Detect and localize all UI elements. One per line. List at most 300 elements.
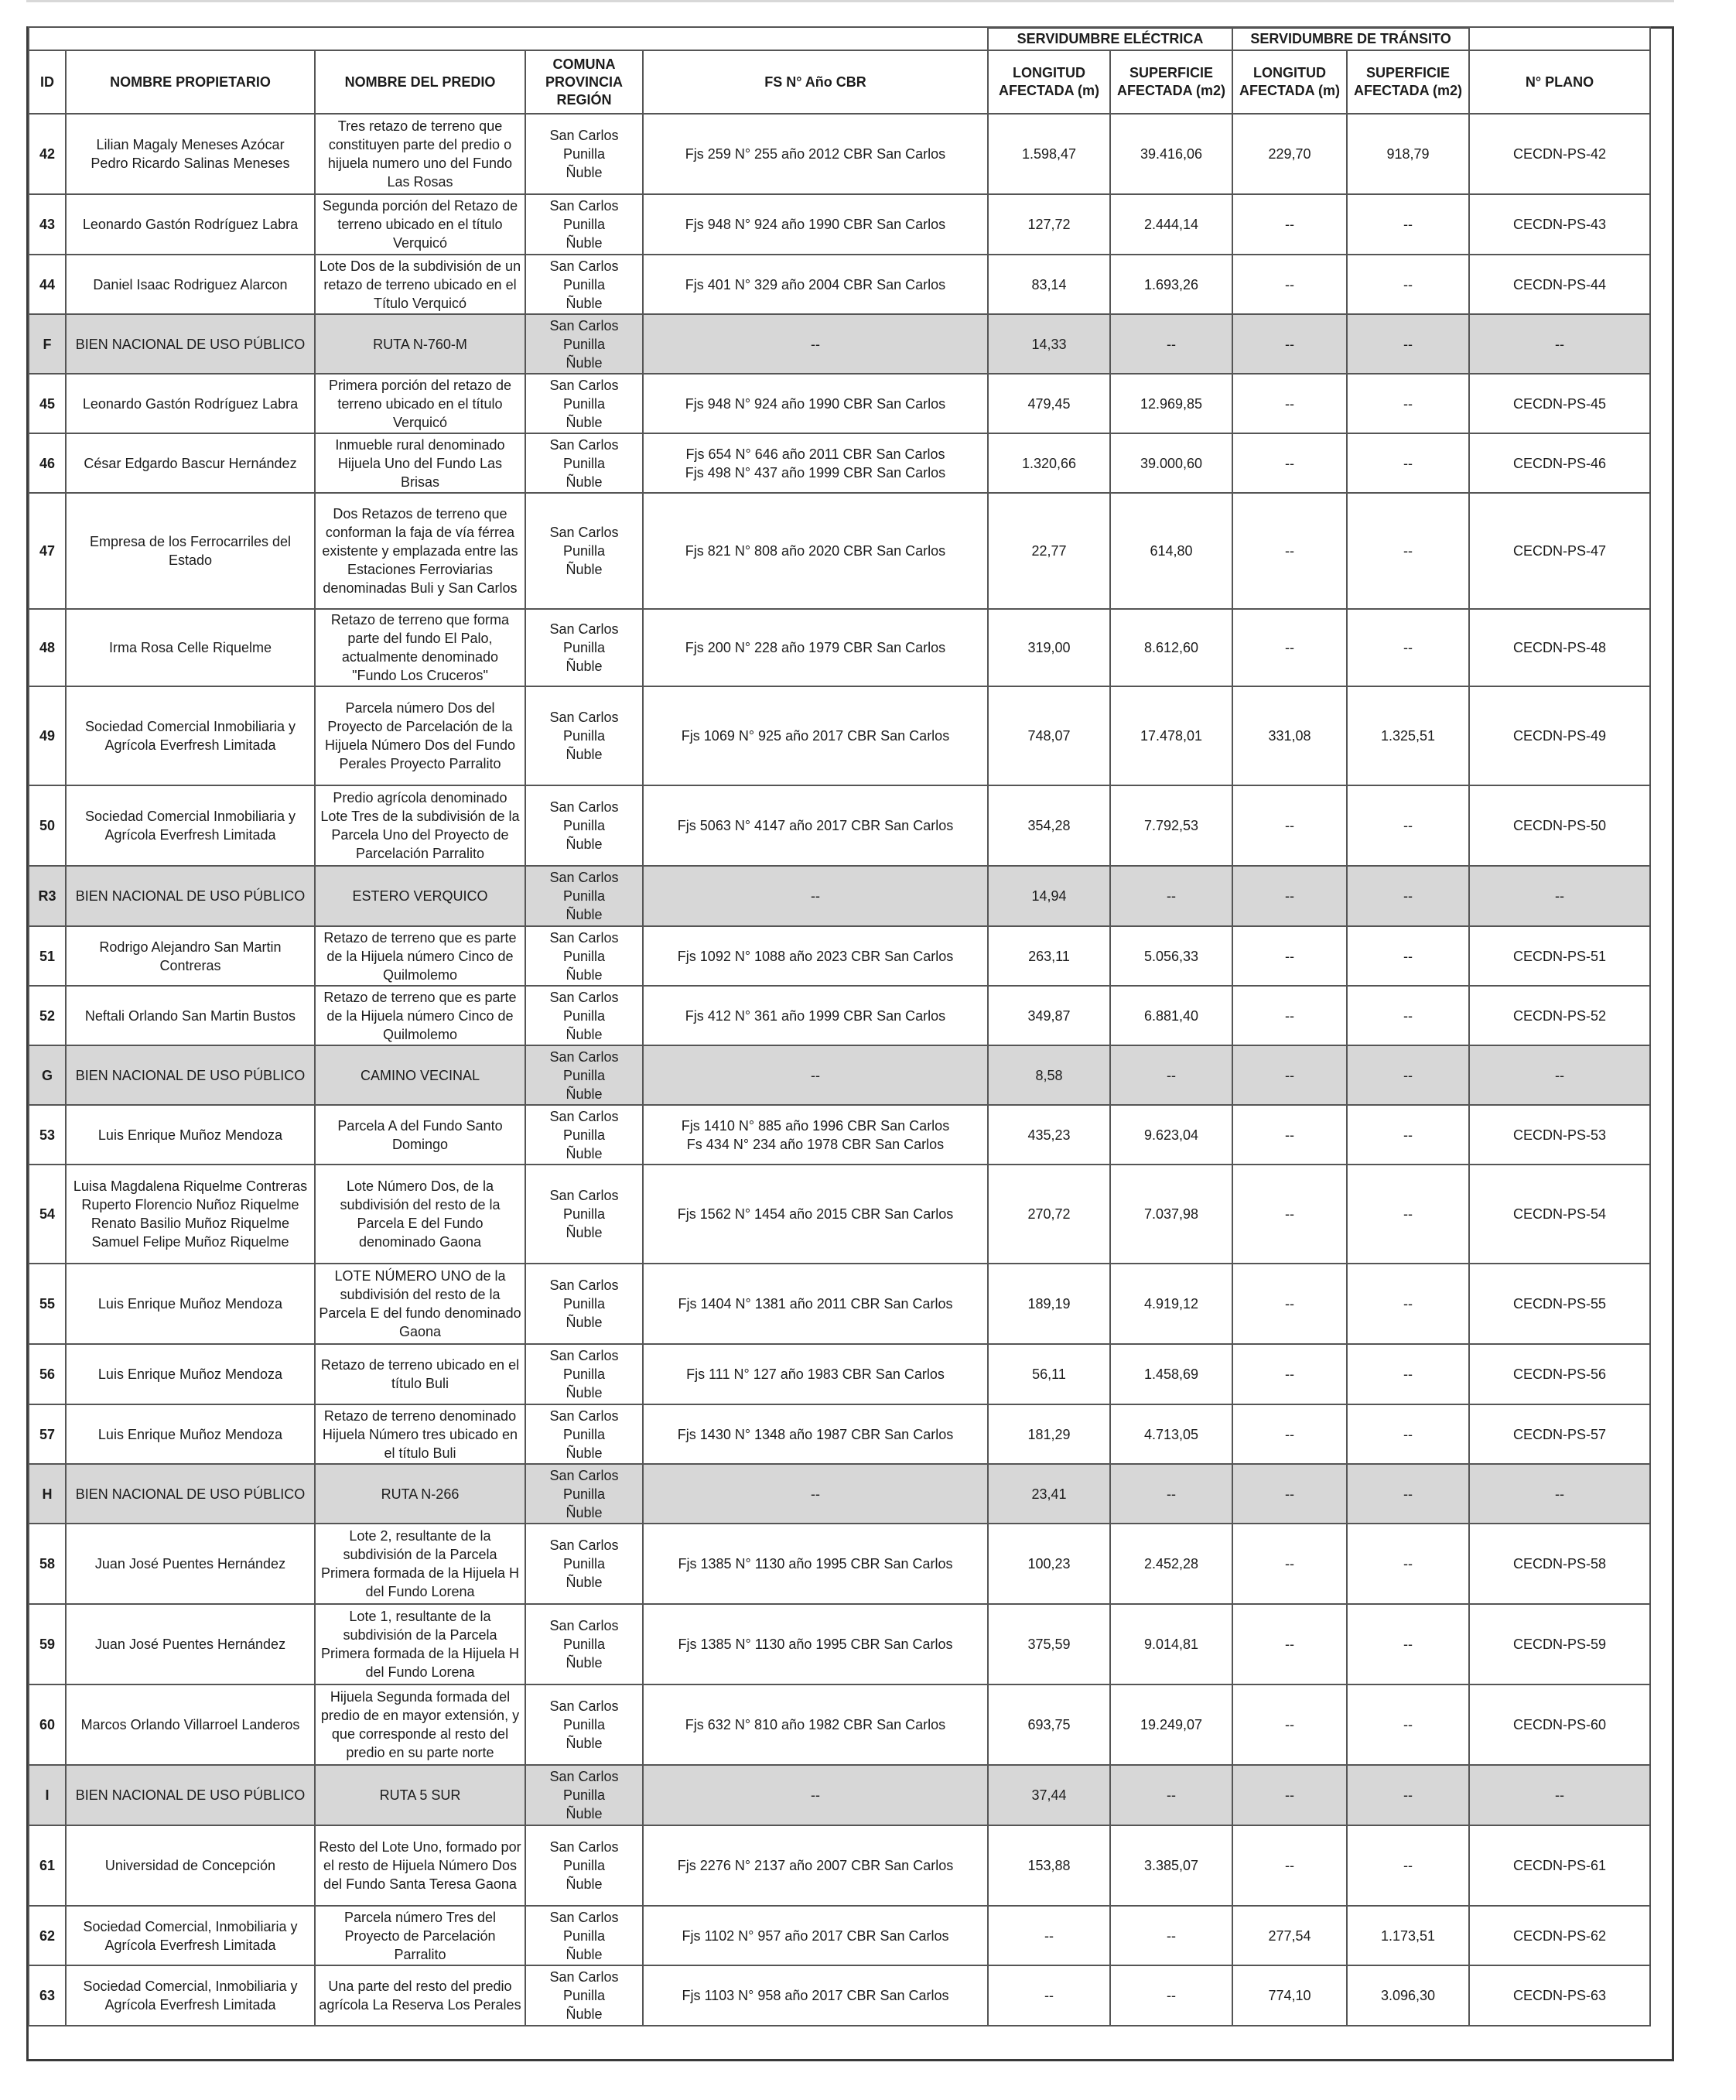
cell-transito-superficie: -- (1347, 255, 1469, 314)
cell-id: 63 (29, 1965, 66, 2026)
cell-comuna: San Carlos Punilla Ñuble (525, 1524, 643, 1604)
cell-transito-longitud: -- (1232, 493, 1347, 609)
cell-plano: CECDN-PS-49 (1469, 686, 1650, 785)
cell-electrica-superficie: -- (1110, 314, 1232, 374)
cell-plano: -- (1469, 1765, 1650, 1825)
cell-comuna: San Carlos Punilla Ñuble (525, 1604, 643, 1684)
cell-plano: -- (1469, 866, 1650, 926)
cell-fs: Fjs 5063 N° 4147 año 2017 CBR San Carlos (643, 785, 988, 866)
cell-predio: Inmueble rural denominado Hijuela Uno del Fundo Las Brisas (315, 433, 525, 493)
cell-propietario: BIEN NACIONAL DE USO PÚBLICO (66, 1765, 315, 1825)
cell-id: H (29, 1464, 66, 1524)
cell-transito-longitud: -- (1232, 926, 1347, 986)
cell-fs: -- (643, 314, 988, 374)
col-header-electrica-superficie: SUPERFICIE AFECTADA (m2) (1110, 50, 1232, 114)
cell-electrica-superficie: 8.612,60 (1110, 609, 1232, 686)
cell-transito-superficie: -- (1347, 1825, 1469, 1906)
page-top-rule (26, 0, 1674, 2)
cell-predio: Lote Número Dos, de la subdivisión del resto de la Parcela E del Fundo denominado Gaona (315, 1165, 525, 1264)
cell-fs: Fjs 1103 N° 958 año 2017 CBR San Carlos (643, 1965, 988, 2026)
cell-plano: CECDN-PS-59 (1469, 1604, 1650, 1684)
cell-id: F (29, 314, 66, 374)
cell-transito-superficie: 3.096,30 (1347, 1965, 1469, 2026)
cell-comuna: San Carlos Punilla Ñuble (525, 114, 643, 194)
cell-electrica-superficie: 17.478,01 (1110, 686, 1232, 785)
cell-fs: Fjs 1092 N° 1088 año 2023 CBR San Carlos (643, 926, 988, 986)
cell-propietario: Irma Rosa Celle Riquelme (66, 609, 315, 686)
cell-electrica-longitud: 354,28 (988, 785, 1110, 866)
table-row (29, 374, 1650, 433)
cell-plano: -- (1469, 1464, 1650, 1524)
table-row-bien-nacional (29, 314, 1650, 374)
cell-transito-longitud: -- (1232, 609, 1347, 686)
cell-transito-longitud: -- (1232, 433, 1347, 493)
cell-transito-superficie: -- (1347, 926, 1469, 986)
cell-predio: Retazo de terreno que es parte de la Hijuela número Cinco de Quilmolemo (315, 986, 525, 1045)
cell-comuna: San Carlos Punilla Ñuble (525, 374, 643, 433)
cell-electrica-superficie: -- (1110, 1765, 1232, 1825)
cell-predio: RUTA 5 SUR (315, 1765, 525, 1825)
cell-fs: Fjs 401 N° 329 año 2004 CBR San Carlos (643, 255, 988, 314)
table-row-bien-nacional (29, 1765, 1650, 1825)
cell-transito-superficie: -- (1347, 314, 1469, 374)
cell-fs: -- (643, 1464, 988, 1524)
table-row (29, 1105, 1650, 1165)
cell-transito-longitud: -- (1232, 1464, 1347, 1524)
cell-plano: CECDN-PS-55 (1469, 1264, 1650, 1344)
cell-propietario: Neftali Orlando San Martin Bustos (66, 986, 315, 1045)
group-header-electrica: SERVIDUMBRE ELÉCTRICA (988, 27, 1232, 50)
cell-electrica-longitud: 14,33 (988, 314, 1110, 374)
col-header-transito-longitud: LONGITUD AFECTADA (m) (1232, 50, 1347, 114)
cell-id: 52 (29, 986, 66, 1045)
table-row (29, 255, 1650, 314)
cell-comuna: San Carlos Punilla Ñuble (525, 926, 643, 986)
cell-electrica-superficie: 7.792,53 (1110, 785, 1232, 866)
cell-plano: CECDN-PS-56 (1469, 1344, 1650, 1404)
cell-transito-longitud: -- (1232, 866, 1347, 926)
cell-comuna: San Carlos Punilla Ñuble (525, 785, 643, 866)
cell-comuna: San Carlos Punilla Ñuble (525, 1105, 643, 1165)
cell-transito-superficie: 1.325,51 (1347, 686, 1469, 785)
cell-id: 53 (29, 1105, 66, 1165)
cell-electrica-superficie: 7.037,98 (1110, 1165, 1232, 1264)
cell-electrica-longitud: 83,14 (988, 255, 1110, 314)
cell-transito-longitud: -- (1232, 785, 1347, 866)
cell-id: 55 (29, 1264, 66, 1344)
table-row-bien-nacional (29, 1464, 1650, 1524)
cell-fs: Fjs 654 N° 646 año 2011 CBR San Carlos Fjs 498 N° 437 año 1999 CBR San Carlos (643, 433, 988, 493)
cell-transito-longitud: -- (1232, 1524, 1347, 1604)
cell-transito-superficie: -- (1347, 1604, 1469, 1684)
col-header-predio: NOMBRE DEL PREDIO (315, 50, 525, 114)
cell-transito-superficie: -- (1347, 785, 1469, 866)
cell-electrica-longitud: 479,45 (988, 374, 1110, 433)
cell-plano: CECDN-PS-63 (1469, 1965, 1650, 2026)
cell-predio: Lote 1, resultante de la subdivisión de la Parcela Primera formada de la Hijuela H del Fundo Lorena (315, 1604, 525, 1684)
table-row (29, 1906, 1650, 1965)
table-row (29, 1825, 1650, 1906)
cell-id: I (29, 1765, 66, 1825)
cell-predio: Parcela número Dos del Proyecto de Parcelación de la Hijuela Número Dos del Fundo Perales Proyecto Parralito (315, 686, 525, 785)
cell-transito-longitud: -- (1232, 1165, 1347, 1264)
cell-electrica-longitud: 181,29 (988, 1404, 1110, 1464)
cell-electrica-longitud: 56,11 (988, 1344, 1110, 1404)
cell-id: 60 (29, 1684, 66, 1765)
cell-electrica-superficie: 2.452,28 (1110, 1524, 1232, 1604)
cell-fs: Fjs 200 N° 228 año 1979 CBR San Carlos (643, 609, 988, 686)
cell-propietario: BIEN NACIONAL DE USO PÚBLICO (66, 1464, 315, 1524)
cell-transito-longitud: -- (1232, 986, 1347, 1045)
cell-fs: Fjs 821 N° 808 año 2020 CBR San Carlos (643, 493, 988, 609)
cell-id: 46 (29, 433, 66, 493)
cell-plano: -- (1469, 314, 1650, 374)
cell-id: G (29, 1045, 66, 1105)
cell-propietario: Daniel Isaac Rodriguez Alarcon (66, 255, 315, 314)
cell-comuna: San Carlos Punilla Ñuble (525, 1344, 643, 1404)
cell-electrica-superficie: 614,80 (1110, 493, 1232, 609)
cell-fs: Fjs 1404 N° 1381 año 2011 CBR San Carlos (643, 1264, 988, 1344)
cell-electrica-superficie: 9.623,04 (1110, 1105, 1232, 1165)
cell-predio: CAMINO VECINAL (315, 1045, 525, 1105)
cell-transito-longitud: -- (1232, 194, 1347, 255)
col-header-id: ID (29, 50, 66, 114)
cell-predio: Primera porción del retazo de terreno ubicado en el título Verquicó (315, 374, 525, 433)
cell-fs: Fjs 1410 N° 885 año 1996 CBR San Carlos Fs 434 N° 234 año 1978 CBR San Carlos (643, 1105, 988, 1165)
cell-electrica-superficie: 1.458,69 (1110, 1344, 1232, 1404)
cell-transito-superficie: -- (1347, 1464, 1469, 1524)
cell-transito-longitud: 774,10 (1232, 1965, 1347, 2026)
cell-transito-longitud: -- (1232, 314, 1347, 374)
cell-propietario: Empresa de los Ferrocarriles del Estado (66, 493, 315, 609)
group-header-row (29, 27, 1650, 50)
cell-id: R3 (29, 866, 66, 926)
cell-id: 59 (29, 1604, 66, 1684)
table-row (29, 926, 1650, 986)
cell-comuna: San Carlos Punilla Ñuble (525, 1404, 643, 1464)
col-header-propietario: NOMBRE PROPIETARIO (66, 50, 315, 114)
table-row (29, 1344, 1650, 1404)
cell-id: 49 (29, 686, 66, 785)
table-row (29, 114, 1650, 194)
cell-transito-superficie: -- (1347, 986, 1469, 1045)
cell-predio: RUTA N-760-M (315, 314, 525, 374)
cell-fs: Fjs 1562 N° 1454 año 2015 CBR San Carlos (643, 1165, 988, 1264)
cell-predio: Dos Retazos de terreno que conforman la faja de vía férrea existente y emplazada entre las Estaciones Ferroviarias denominadas Buli y San Carlos (315, 493, 525, 609)
cell-electrica-superficie: -- (1110, 866, 1232, 926)
cell-predio: Lote Dos de la subdivisión de un retazo de terreno ubicado en el Título Verquicó (315, 255, 525, 314)
cell-comuna: San Carlos Punilla Ñuble (525, 194, 643, 255)
cell-propietario: Sociedad Comercial Inmobiliaria y Agrícola Everfresh Limitada (66, 785, 315, 866)
cell-transito-superficie: -- (1347, 433, 1469, 493)
cell-transito-superficie: -- (1347, 493, 1469, 609)
cell-propietario: Luis Enrique Muñoz Mendoza (66, 1105, 315, 1165)
cell-propietario: Sociedad Comercial Inmobiliaria y Agrícola Everfresh Limitada (66, 686, 315, 785)
cell-electrica-superficie: 19.249,07 (1110, 1684, 1232, 1765)
cell-transito-superficie: -- (1347, 609, 1469, 686)
cell-fs: Fjs 1430 N° 1348 año 1987 CBR San Carlos (643, 1404, 988, 1464)
cell-electrica-superficie: 12.969,85 (1110, 374, 1232, 433)
table-row (29, 986, 1650, 1045)
cell-fs: -- (643, 866, 988, 926)
table-row (29, 433, 1650, 493)
cell-id: 56 (29, 1344, 66, 1404)
cell-transito-longitud: -- (1232, 1264, 1347, 1344)
cell-id: 47 (29, 493, 66, 609)
cell-plano: CECDN-PS-46 (1469, 433, 1650, 493)
cell-propietario: BIEN NACIONAL DE USO PÚBLICO (66, 1045, 315, 1105)
cell-plano: CECDN-PS-62 (1469, 1906, 1650, 1965)
servidumbres-table (28, 26, 1651, 2026)
cell-propietario: BIEN NACIONAL DE USO PÚBLICO (66, 314, 315, 374)
cell-propietario: Marcos Orlando Villarroel Landeros (66, 1684, 315, 1765)
cell-plano: CECDN-PS-52 (1469, 986, 1650, 1045)
cell-comuna: San Carlos Punilla Ñuble (525, 1906, 643, 1965)
cell-fs: Fjs 111 N° 127 año 1983 CBR San Carlos (643, 1344, 988, 1404)
table-row (29, 1965, 1650, 2026)
cell-electrica-longitud: 22,77 (988, 493, 1110, 609)
cell-id: 43 (29, 194, 66, 255)
cell-electrica-longitud: 435,23 (988, 1105, 1110, 1165)
cell-comuna: San Carlos Punilla Ñuble (525, 1165, 643, 1264)
cell-propietario: Luis Enrique Muñoz Mendoza (66, 1264, 315, 1344)
cell-propietario: Sociedad Comercial, Inmobiliaria y Agrícola Everfresh Limitada (66, 1965, 315, 2026)
cell-fs: Fjs 259 N° 255 año 2012 CBR San Carlos (643, 114, 988, 194)
cell-transito-longitud: 277,54 (1232, 1906, 1347, 1965)
cell-plano: CECDN-PS-50 (1469, 785, 1650, 866)
cell-electrica-superficie: 2.444,14 (1110, 194, 1232, 255)
cell-transito-longitud: -- (1232, 1825, 1347, 1906)
cell-predio: LOTE NÚMERO UNO de la subdivisión del resto de la Parcela E del fundo denominado Gaona (315, 1264, 525, 1344)
table-body (29, 114, 1650, 2026)
cell-electrica-superficie: 5.056,33 (1110, 926, 1232, 986)
cell-transito-superficie: -- (1347, 1765, 1469, 1825)
cell-propietario: Luis Enrique Muñoz Mendoza (66, 1404, 315, 1464)
cell-id: 54 (29, 1165, 66, 1264)
cell-electrica-longitud: 1.320,66 (988, 433, 1110, 493)
cell-comuna: San Carlos Punilla Ñuble (525, 1045, 643, 1105)
cell-id: 45 (29, 374, 66, 433)
cell-predio: Predio agrícola denominado Lote Tres de la subdivisión de la Parcela Uno del Proyecto de Parcelación Parralito (315, 785, 525, 866)
cell-electrica-longitud: 270,72 (988, 1165, 1110, 1264)
table-row (29, 1524, 1650, 1604)
cell-fs: Fjs 1069 N° 925 año 2017 CBR San Carlos (643, 686, 988, 785)
col-header-fs: FS N° Año CBR (643, 50, 988, 114)
cell-comuna: San Carlos Punilla Ñuble (525, 609, 643, 686)
cell-electrica-superficie: -- (1110, 1045, 1232, 1105)
cell-electrica-superficie: 4.713,05 (1110, 1404, 1232, 1464)
cell-transito-superficie: -- (1347, 1045, 1469, 1105)
cell-transito-longitud: -- (1232, 374, 1347, 433)
cell-comuna: San Carlos Punilla Ñuble (525, 433, 643, 493)
cell-comuna: San Carlos Punilla Ñuble (525, 866, 643, 926)
cell-propietario: Sociedad Comercial, Inmobiliaria y Agrícola Everfresh Limitada (66, 1906, 315, 1965)
cell-transito-superficie: -- (1347, 374, 1469, 433)
cell-transito-longitud: -- (1232, 1045, 1347, 1105)
cell-predio: Retazo de terreno que forma parte del fundo El Palo, actualmente denominado "Fundo Los Cruceros" (315, 609, 525, 686)
cell-fs: Fjs 948 N° 924 año 1990 CBR San Carlos (643, 374, 988, 433)
cell-propietario: César Edgardo Bascur Hernández (66, 433, 315, 493)
cell-transito-longitud: -- (1232, 1105, 1347, 1165)
cell-transito-superficie: -- (1347, 1524, 1469, 1604)
cell-id: 58 (29, 1524, 66, 1604)
cell-electrica-longitud: -- (988, 1906, 1110, 1965)
cell-plano: CECDN-PS-53 (1469, 1105, 1650, 1165)
cell-fs: Fjs 412 N° 361 año 1999 CBR San Carlos (643, 986, 988, 1045)
column-header-row (29, 50, 1650, 114)
cell-propietario: Juan José Puentes Hernández (66, 1604, 315, 1684)
cell-comuna: San Carlos Punilla Ñuble (525, 686, 643, 785)
col-header-comuna: COMUNA PROVINCIA REGIÓN (525, 50, 643, 114)
table-row (29, 1604, 1650, 1684)
cell-fs: Fjs 1102 N° 957 año 2017 CBR San Carlos (643, 1906, 988, 1965)
cell-electrica-superficie: 1.693,26 (1110, 255, 1232, 314)
cell-fs: -- (643, 1765, 988, 1825)
cell-electrica-longitud: 189,19 (988, 1264, 1110, 1344)
cell-plano: CECDN-PS-57 (1469, 1404, 1650, 1464)
cell-predio: Retazo de terreno ubicado en el título Buli (315, 1344, 525, 1404)
cell-comuna: San Carlos Punilla Ñuble (525, 1684, 643, 1765)
cell-electrica-longitud: 100,23 (988, 1524, 1110, 1604)
cell-plano: CECDN-PS-43 (1469, 194, 1650, 255)
cell-fs: -- (643, 1045, 988, 1105)
cell-predio: Hijuela Segunda formada del predio de en mayor extensión, y que corresponde al resto del predio en su parte norte (315, 1684, 525, 1765)
cell-propietario: Rodrigo Alejandro San Martin Contreras (66, 926, 315, 986)
cell-plano: CECDN-PS-51 (1469, 926, 1650, 986)
cell-id: 57 (29, 1404, 66, 1464)
cell-transito-longitud: -- (1232, 1765, 1347, 1825)
cell-transito-superficie: -- (1347, 1404, 1469, 1464)
cell-electrica-longitud: 693,75 (988, 1684, 1110, 1765)
cell-id: 48 (29, 609, 66, 686)
cell-electrica-longitud: 23,41 (988, 1464, 1110, 1524)
cell-id: 44 (29, 255, 66, 314)
cell-electrica-longitud: 14,94 (988, 866, 1110, 926)
cell-electrica-longitud: 319,00 (988, 609, 1110, 686)
table-row (29, 1684, 1650, 1765)
cell-comuna: San Carlos Punilla Ñuble (525, 493, 643, 609)
cell-plano: CECDN-PS-44 (1469, 255, 1650, 314)
cell-id: 61 (29, 1825, 66, 1906)
cell-transito-superficie: 1.173,51 (1347, 1906, 1469, 1965)
cell-plano: CECDN-PS-45 (1469, 374, 1650, 433)
col-header-electrica-longitud: LONGITUD AFECTADA (m) (988, 50, 1110, 114)
cell-predio: Retazo de terreno denominado Hijuela Número tres ubicado en el título Buli (315, 1404, 525, 1464)
cell-propietario: Juan José Puentes Hernández (66, 1524, 315, 1604)
cell-electrica-longitud: 37,44 (988, 1765, 1110, 1825)
cell-predio: Segunda porción del Retazo de terreno ubicado en el título Verquicó (315, 194, 525, 255)
cell-id: 50 (29, 785, 66, 866)
cell-electrica-superficie: 3.385,07 (1110, 1825, 1232, 1906)
cell-electrica-longitud: 153,88 (988, 1825, 1110, 1906)
cell-transito-longitud: -- (1232, 1684, 1347, 1765)
cell-electrica-longitud: 263,11 (988, 926, 1110, 986)
cell-plano: CECDN-PS-60 (1469, 1684, 1650, 1765)
table-row-bien-nacional (29, 866, 1650, 926)
cell-transito-superficie: -- (1347, 866, 1469, 926)
cell-fs: Fjs 948 N° 924 año 1990 CBR San Carlos (643, 194, 988, 255)
cell-propietario: Universidad de Concepción (66, 1825, 315, 1906)
cell-plano: CECDN-PS-61 (1469, 1825, 1650, 1906)
cell-propietario: BIEN NACIONAL DE USO PÚBLICO (66, 866, 315, 926)
cell-comuna: San Carlos Punilla Ñuble (525, 1765, 643, 1825)
cell-fs: Fjs 632 N° 810 año 1982 CBR San Carlos (643, 1684, 988, 1765)
cell-propietario: Leonardo Gastón Rodríguez Labra (66, 194, 315, 255)
cell-propietario: Leonardo Gastón Rodríguez Labra (66, 374, 315, 433)
col-header-transito-superficie: SUPERFICIE AFECTADA (m2) (1347, 50, 1469, 114)
cell-comuna: San Carlos Punilla Ñuble (525, 1825, 643, 1906)
cell-transito-longitud: -- (1232, 1344, 1347, 1404)
cell-comuna: San Carlos Punilla Ñuble (525, 255, 643, 314)
col-header-plano: N° PLANO (1469, 50, 1650, 114)
cell-predio: Una parte del resto del predio agrícola La Reserva Los Perales (315, 1965, 525, 2026)
table-row (29, 1264, 1650, 1344)
cell-transito-superficie: -- (1347, 1264, 1469, 1344)
cell-electrica-superficie: 39.416,06 (1110, 114, 1232, 194)
cell-predio: ESTERO VERQUICO (315, 866, 525, 926)
cell-propietario: Luis Enrique Muñoz Mendoza (66, 1344, 315, 1404)
cell-transito-superficie: 918,79 (1347, 114, 1469, 194)
cell-transito-superficie: -- (1347, 1105, 1469, 1165)
cell-plano: CECDN-PS-54 (1469, 1165, 1650, 1264)
cell-electrica-longitud: 127,72 (988, 194, 1110, 255)
cell-electrica-superficie: -- (1110, 1906, 1232, 1965)
cell-transito-superficie: -- (1347, 194, 1469, 255)
cell-comuna: San Carlos Punilla Ñuble (525, 1464, 643, 1524)
table-row-bien-nacional (29, 1045, 1650, 1105)
cell-id: 62 (29, 1906, 66, 1965)
table-row (29, 609, 1650, 686)
cell-propietario: Lilian Magaly Meneses Azócar Pedro Ricardo Salinas Meneses (66, 114, 315, 194)
cell-transito-superficie: -- (1347, 1344, 1469, 1404)
cell-electrica-longitud: 1.598,47 (988, 114, 1110, 194)
cell-comuna: San Carlos Punilla Ñuble (525, 314, 643, 374)
cell-comuna: San Carlos Punilla Ñuble (525, 1264, 643, 1344)
cell-plano: CECDN-PS-42 (1469, 114, 1650, 194)
cell-transito-longitud: 331,08 (1232, 686, 1347, 785)
cell-predio: Parcela número Tres del Proyecto de Parcelación Parralito (315, 1906, 525, 1965)
cell-plano: CECDN-PS-48 (1469, 609, 1650, 686)
cell-plano: -- (1469, 1045, 1650, 1105)
cell-predio: Lote 2, resultante de la subdivisión de la Parcela Primera formada de la Hijuela H del Fundo Lorena (315, 1524, 525, 1604)
cell-transito-longitud: -- (1232, 1404, 1347, 1464)
cell-electrica-superficie: 4.919,12 (1110, 1264, 1232, 1344)
cell-transito-longitud: -- (1232, 255, 1347, 314)
table-row (29, 1165, 1650, 1264)
cell-electrica-longitud: 748,07 (988, 686, 1110, 785)
table-row (29, 1404, 1650, 1464)
cell-electrica-superficie: -- (1110, 1965, 1232, 2026)
cell-predio: Tres retazo de terreno que constituyen parte del predio o hijuela numero uno del Fundo Las Rosas (315, 114, 525, 194)
table-row (29, 194, 1650, 255)
cell-predio: Parcela A del Fundo Santo Domingo (315, 1105, 525, 1165)
cell-electrica-superficie: 9.014,81 (1110, 1604, 1232, 1684)
cell-transito-longitud: -- (1232, 1604, 1347, 1684)
cell-plano: CECDN-PS-58 (1469, 1524, 1650, 1604)
cell-predio: RUTA N-266 (315, 1464, 525, 1524)
cell-id: 51 (29, 926, 66, 986)
cell-electrica-longitud: 375,59 (988, 1604, 1110, 1684)
cell-fs: Fjs 2276 N° 2137 año 2007 CBR San Carlos (643, 1825, 988, 1906)
cell-predio: Resto del Lote Uno, formado por el resto de Hijuela Número Dos del Fundo Santa Teresa Gaona (315, 1825, 525, 1906)
cell-electrica-superficie: 6.881,40 (1110, 986, 1232, 1045)
cell-transito-longitud: 229,70 (1232, 114, 1347, 194)
cell-electrica-longitud: 349,87 (988, 986, 1110, 1045)
cell-transito-superficie: -- (1347, 1165, 1469, 1264)
cell-electrica-superficie: 39.000,60 (1110, 433, 1232, 493)
cell-electrica-longitud: -- (988, 1965, 1110, 2026)
cell-fs: Fjs 1385 N° 1130 año 1995 CBR San Carlos (643, 1604, 988, 1684)
